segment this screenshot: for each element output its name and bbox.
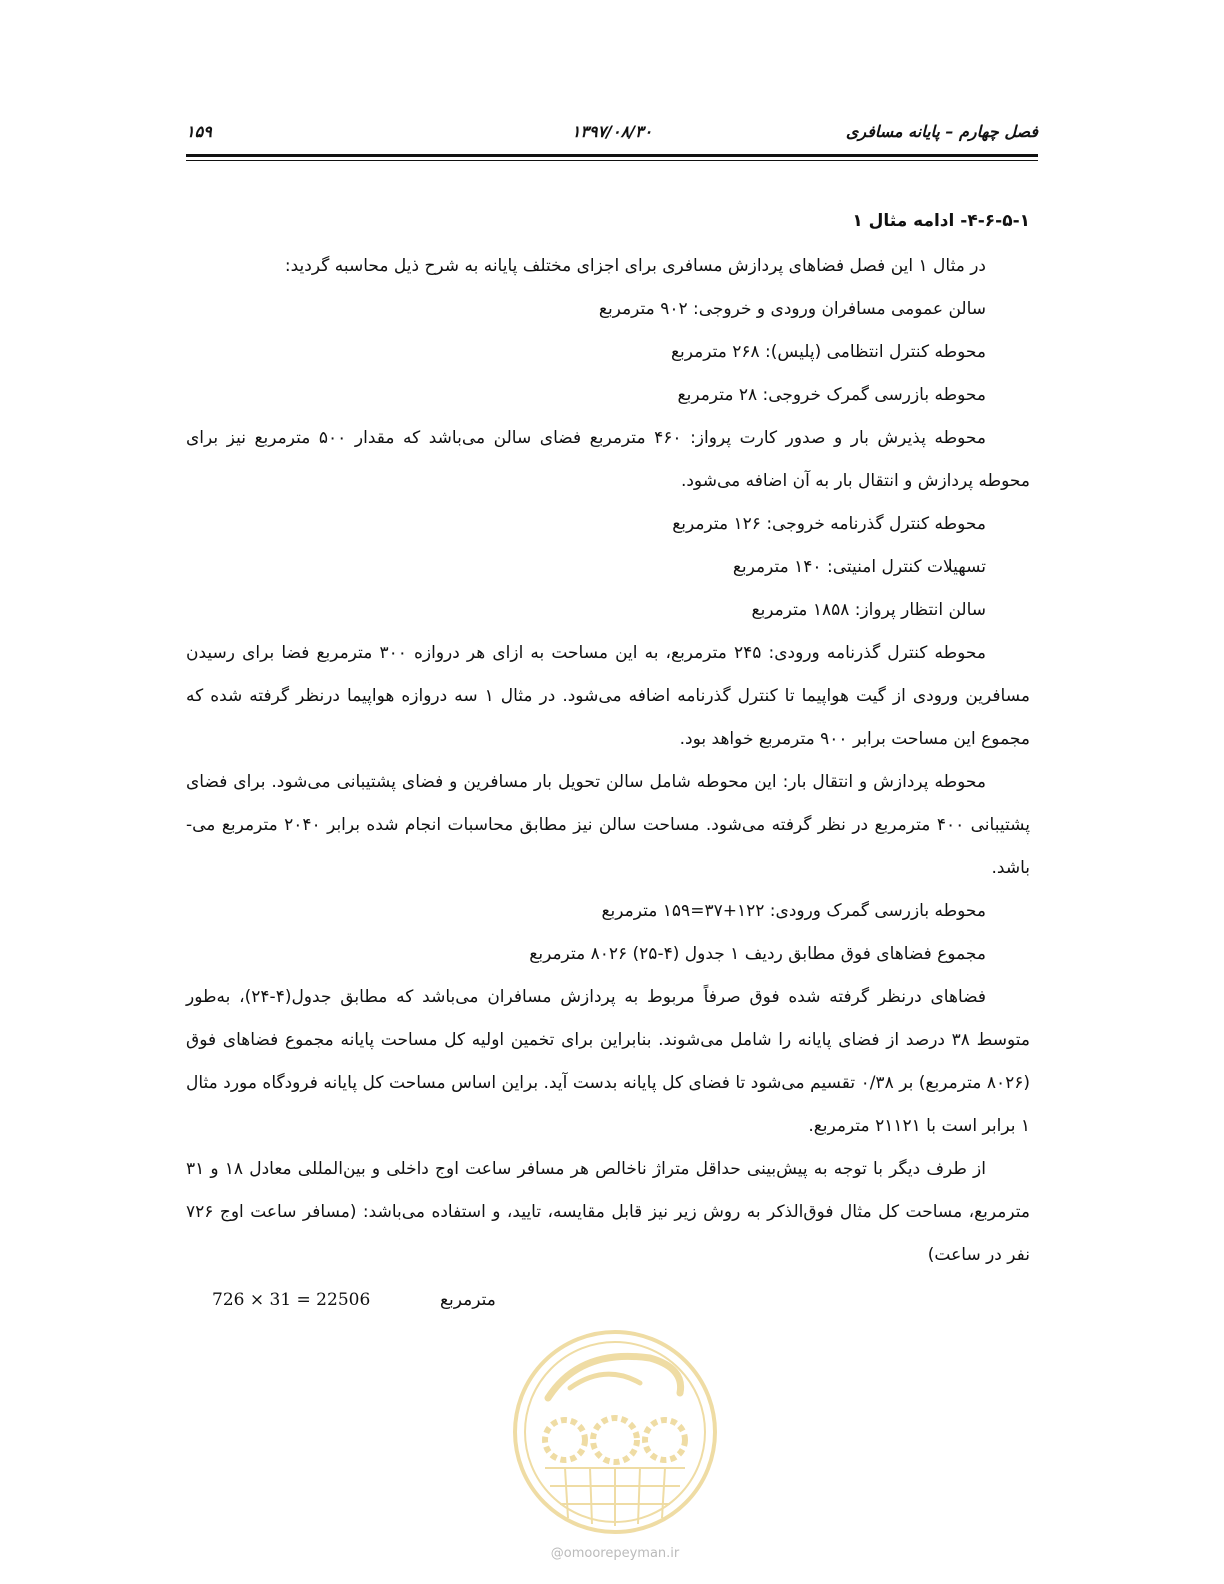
- watermark-url: @omoorepeyman.ir: [550, 1546, 680, 1561]
- list-item: تسهیلات کنترل امنیتی: ۱۴۰ مترمربع: [732, 557, 986, 577]
- list-item: محوطه بازرسی گمرک خروجی: ۲۸ مترمربع: [677, 385, 986, 405]
- list-item: سالن انتظار پرواز: ۱۸۵۸ مترمربع: [751, 600, 986, 620]
- section-heading: ۴-۶-۵-۱- ادامه مثال ۱: [852, 211, 1030, 231]
- list-item: محوطه کنترل گذرنامه خروجی: ۱۲۶ مترمربع: [672, 514, 986, 534]
- processing-paragraph: محوطه پردازش و انتقال بار: این محوطه شامل سالن تحویل بار مسافرین و فضای پشتیبانی می‌شود. برای فضای پشتیبانی ۴۰۰ مترمربع در نظر گرفته می‌شود. مساحت سالن نیز مطابق محاسبات انجام شده برابر ۲۰۴۰ مترمربع می-باشد.: [186, 772, 1030, 878]
- page-number: ۱۵۹: [186, 122, 212, 141]
- watermark-logo: [510, 1328, 720, 1536]
- passport-paragraph: محوطه کنترل گذرنامه ورودی: ۲۴۵ مترمربع، به این مساحت به ازای هر دروازه ۳۰۰ مترمربع فضا برای رسیدن مسافرین ورودی از گیت هواپیما تا کنترل گذرنامه اضافه می‌شود. در مثال ۱ سه دروازه هواپیما درنظر گرفته شده که مجموع این مساحت برابر ۹۰۰ مترمربع خواهد بود.: [186, 643, 1030, 749]
- list-item: مجموع فضاهای فوق مطابق ردیف ۱ جدول (۴-۲۵) ۸۰۲۶ مترمربع: [529, 944, 986, 964]
- intro-paragraph: در مثال ۱ این فصل فضاهای پردازش مسافری برای اجزای مختلف پایانه به شرح ذیل محاسبه گردید:: [284, 256, 986, 276]
- header-rule-thick: [186, 154, 1038, 157]
- page-header: [186, 118, 1038, 148]
- baggage-paragraph: محوطه پذیرش بار و صدور کارت پرواز: ۴۶۰ مترمربع فضای سالن می‌باشد که مقدار ۵۰۰ مترمربع نیز برای محوطه پردازش و انتقال بار به آن اضافه می‌شود.: [186, 428, 1030, 491]
- watermark-seal-icon: [510, 1328, 720, 1536]
- list-item: محوطه کنترل انتظامی (پلیس): ۲۶۸ مترمربع: [670, 342, 986, 362]
- chapter-title: فصل چهارم – پایانه مسافری: [845, 122, 1038, 141]
- page-body: [186, 200, 1030, 1277]
- peak-hour-paragraph: از طرف دیگر با توجه به پیش‌بینی حداقل متراژ ناخالص هر مسافر ساعت اوج داخلی و بین‌المللی معادل ۱۸ و ۳۱ مترمربع، مساحت کل مثال فوق‌الذکر به روش زیر نیز قابل مقایسه، تایید، و استفاده می‌باشد: (مسافر ساعت اوج ۷۲۶ نفر در ساعت): [186, 1159, 1030, 1265]
- formula-unit: مترمربع: [440, 1290, 496, 1310]
- header-date: ۱۳۹۷/۰۸/۳۰: [571, 122, 653, 141]
- estimate-paragraph: فضاهای درنظر گرفته شده فوق صرفاً مربوط به پردازش مسافران می‌باشد که مطابق جدول(۴-۲۴)، به‌طور متوسط ۳۸ درصد از فضای پایانه را شامل می‌شوند. بنابراین برای تخمین اولیه کل مساحت پایانه مجموع فضاهای فوق (۸۰۲۶ مترمربع) بر ۰/۳۸ تقسیم می‌شود تا فضای کل پایانه بدست آید. براین اساس مساحت کل پایانه فرودگاه مورد مثال ۱ برابر است با ۲۱۱۲۱ مترمربع.: [186, 987, 1030, 1136]
- header-rule-thin: [186, 160, 1038, 161]
- area-formula: 726 × 31 = 22506: [212, 1290, 371, 1310]
- list-item: سالن عمومی مسافران ورودی و خروجی: ۹۰۲ مترمربع: [598, 299, 986, 319]
- list-item: محوطه بازرسی گمرک ورودی: ۱۲۲+۳۷=۱۵۹ مترمربع: [601, 901, 986, 921]
- formula-row: [186, 1290, 516, 1320]
